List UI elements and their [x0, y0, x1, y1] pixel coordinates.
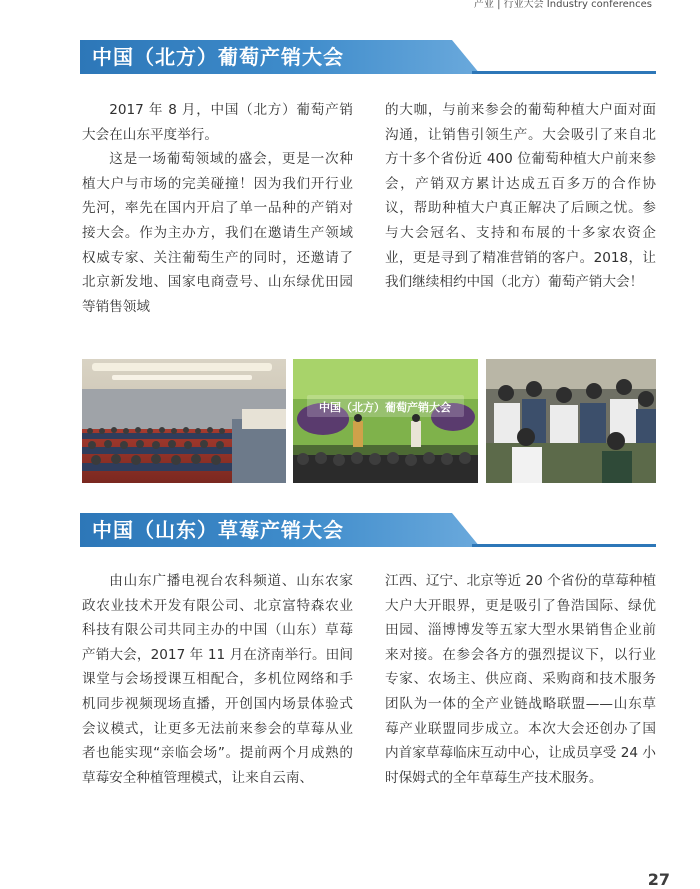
running-head [0, 0, 700, 10]
running-head-text: 产业 | 行业大会 Industry conferences [473, 0, 652, 10]
grape-paragraph-2: 这是一场葡萄领域的盛会，更是一次种植大户与市场的完美碰撞！因为我们开行业先河，率先在国内开启了单一品种的产销对接大会。作为主办方，我们在邀请生产领域权威专家、关注葡萄生产的同时，还邀请了北京新发地、国家电商壹号、山东绿优田园等销售领域 [82, 151, 353, 315]
banner-rule [472, 71, 656, 74]
banner-rule [472, 544, 656, 547]
stage-banner-text: 中国（北方）葡萄产销大会 [319, 401, 451, 414]
conference-hall-image [82, 359, 286, 483]
stage-banner-image [293, 359, 478, 483]
strawberry-paragraph-continued: 江西、辽宁、北京等近 20 个省份的草莓种植大户大开眼界，更是吸引了鲁浩国际、绿优田园、淄博博发等五家大型水果销售企业前来对接。在参会各方的强烈提议下，以行业专家、农场主、供应商、采购商和技术服务团队为一体的全产业链战略联盟——山东草莓产业联盟同步成立。本次大会还创办了国内首家草莓临床互动中心，让成员享受 24 小时保姆式的全年草莓生产技术服务。 [385, 573, 656, 786]
section-title-grape: 中国（北方）葡萄产销大会 [92, 45, 344, 69]
page-number: 27 [647, 870, 670, 889]
section-banner-strawberry [80, 513, 656, 547]
strawberry-left-column [82, 569, 353, 790]
grape-right-column [385, 98, 656, 295]
strawberry-right-column [385, 569, 656, 790]
grape-paragraph-continued: 的大咖，与前来参会的葡萄种植大户面对面沟通，让销售引领生产。大会吸引了来自北方十多个省份近 400 位葡萄种植大户前来参会，产销双方累计达成五百多万的合作协议，帮助种植大户真正解决了后顾之忧。参与大会冠名、支持和布展的十多家农资企业，更是寻到了精准营销的客户。2018，让我们继续相约中国（北方）葡萄产销大会！ [385, 102, 656, 291]
section-banner-grape [80, 40, 656, 74]
section-title-strawberry: 中国（山东）草莓产销大会 [92, 518, 344, 542]
networking-image [486, 359, 656, 483]
grape-left-column [82, 98, 353, 319]
photo-networking [486, 359, 656, 483]
grape-paragraph-1: 2017 年 8 月，中国（北方）葡萄产销大会在山东平度举行。 [82, 102, 353, 143]
strawberry-paragraph-1: 由山东广播电视台农科频道、山东农家政农业技术开发有限公司、北京富特森农业科技有限公司共同主办的中国（山东）草莓产销大会，2017 年 11 月在济南举行。田间课堂与会场授课互相配合，多机位网络和手机同步视频现场直播，开创国内场景体验式会议模式，让更多无法前来参会的草莓从业者也能实现“亲临会场”。提前两个月成熟的草莓安全种植管理模式，让来自云南、 [82, 573, 353, 786]
photo-conference-hall [82, 359, 286, 483]
photo-stage-banner [293, 359, 478, 483]
